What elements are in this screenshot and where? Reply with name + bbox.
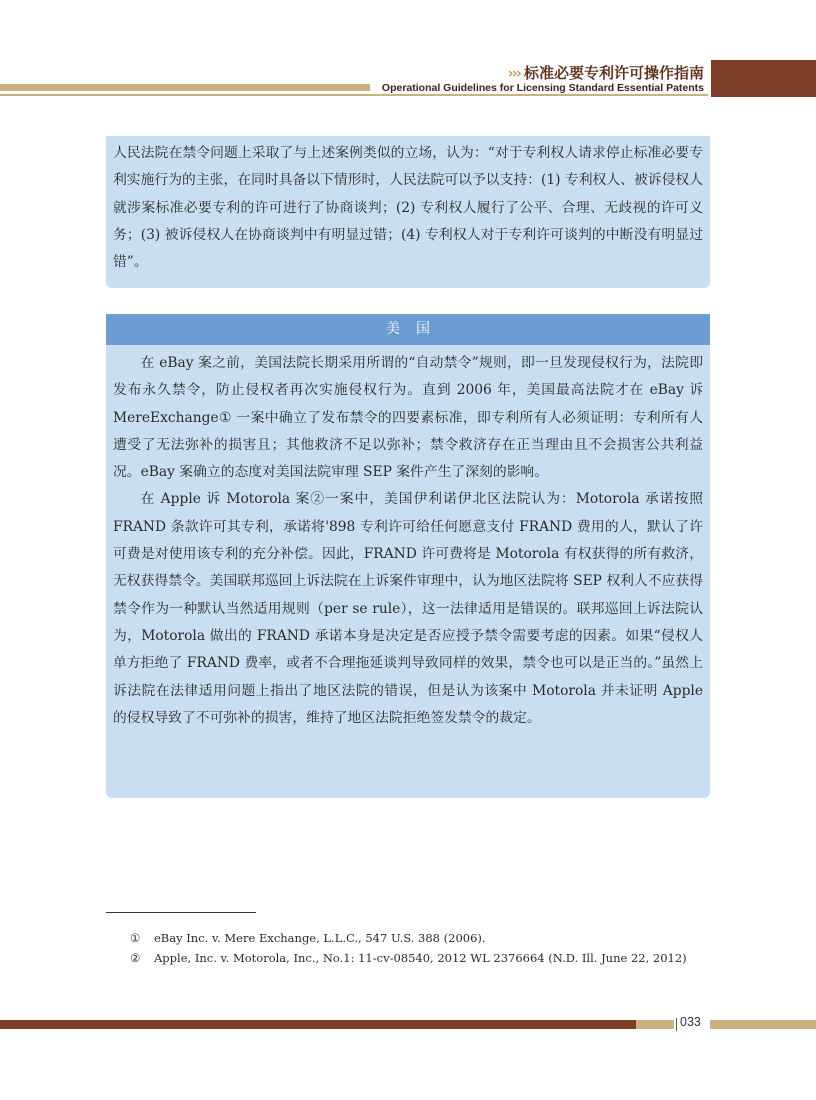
footnote-2-marker: ② xyxy=(130,951,141,965)
china-position-text: 人民法院在禁令问题上采取了与上述案例类似的立场，认为：“对于专利权人请求停止标准必要专利实施行为的主张，在同时具备以下情形时，人民法院可以予以支持：(1) 专利权人、被诉侵权人就涉案标准必要专利的许可进行了协商谈判；(2) 专利权人履行了公平、合理、无歧视的许可义务；(3) 被诉侵权人在协商谈判中有明显过错；(4) 专利权人对于专利许可谈判的中断没有明显过错”。 xyxy=(113,145,703,271)
footnote-1 xyxy=(106,929,710,948)
united-states-body xyxy=(106,345,710,732)
footer-divider xyxy=(676,1018,677,1031)
chevron-icon: ››› xyxy=(507,64,520,82)
united-states-box xyxy=(106,314,710,798)
section-heading: 美国 xyxy=(106,314,710,345)
paragraph-ebay: 在 eBay 案之前，美国法院长期采用所谓的“自动禁令”规则，即一旦发现侵权行为，法院即发布永久禁令，防止侵权者再次实施侵权行为。直到 2006 年，美国最高法院才在 eBay 诉 MereExchange① 一案中确立了发布禁令的四要素标准，即专利所有人必须证明：专利所有人遭受了无法弥补的损害且；其他救济不足以弥补；禁令救济存在正当理由且不会损害公共利益况。eBay 案确立的态度对美国法院审理 SEP 案件产生了深刻的影响。 xyxy=(113,355,703,481)
footnote-2-text: Apple, Inc. v. Motorola, Inc., No.1: 11-cv-08540, 2012 WL 2376664 (N.D. Ill. June 22, 2012) xyxy=(154,951,687,965)
footnote-2 xyxy=(106,949,710,968)
running-header-title xyxy=(507,62,704,83)
china-position-box xyxy=(106,136,710,288)
footnote-1-marker: ① xyxy=(130,931,141,945)
header-accent-bar xyxy=(0,84,370,91)
header-title-en: Operational Guidelines for Licensing Standard Essential Patents xyxy=(381,82,704,94)
page-number: 033 xyxy=(680,1015,701,1029)
footer-bar-right xyxy=(710,1020,816,1029)
header-title-cn: 标准必要专利许可操作指南 xyxy=(523,64,704,82)
header-rule xyxy=(0,94,708,96)
paragraph-apple-motorola: 在 Apple 诉 Motorola 案②一案中，美国伊利诺伊北区法院认为：Motorola 承诺按照 FRAND 条款许可其专利，承诺将'898 专利许可给任何愿意支付 FRAND 费用的人，默认了许可费是对使用该专利的充分补偿。因此，FRAND 许可费将是 Motorola 有权获得的所有救济，无权获得禁令。美国联邦巡回上诉法院在上诉案件审理中，认为地区法院将 SEP 权利人不应获得禁令作为一种默认当然适用规则（per se rule），这一法律适用是错误的。联邦巡回上诉法院认为，Motorola 做出的 FRAND 承诺本身是决定是否应授予禁令需要考虑的因素。如果“侵权人单方拒绝了 FRAND 费率，或者不合理拖延谈判导致同样的效果，禁令也可以是正当的。”虽然上诉法院在法律适用问题上指出了地区法院的错误，但是认为该案中 Motorola 并未证明 Apple 的侵权导致了不可弥补的损害，维持了地区法院拒绝签发禁令的裁定。 xyxy=(113,491,703,726)
footnote-rule xyxy=(106,912,256,913)
footnote-1-text: eBay Inc. v. Mere Exchange, L.L.C., 547 U.S. 388 (2006). xyxy=(154,931,486,945)
header-color-block xyxy=(711,60,816,97)
footer-bar-light xyxy=(636,1020,674,1029)
footer-bar-dark xyxy=(0,1020,636,1029)
